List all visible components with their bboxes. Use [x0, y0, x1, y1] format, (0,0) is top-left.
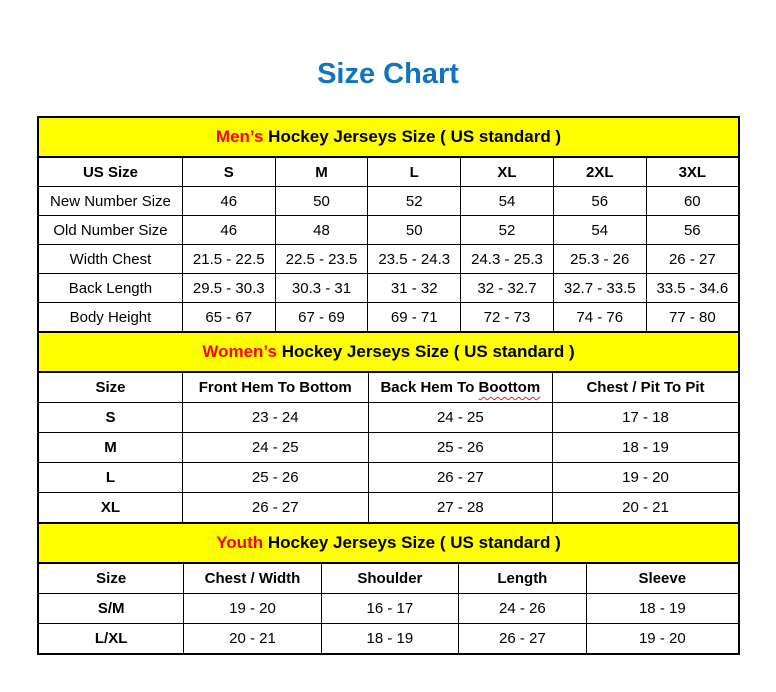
mens-table-row	[38, 216, 739, 245]
size-value-cell: 27 - 28	[368, 493, 552, 524]
mens-table-row	[38, 303, 739, 333]
mens-section-banner	[38, 117, 739, 157]
size-value-cell: 24 - 25	[368, 403, 552, 433]
mens-col-header: 2XL	[553, 157, 646, 187]
mens-row-label: Body Height	[38, 303, 182, 333]
size-value-cell: 50	[368, 216, 461, 245]
size-value-cell: 25 - 26	[182, 463, 368, 493]
womens-col-header-back-hem	[368, 372, 552, 403]
size-value-cell: 69 - 71	[368, 303, 461, 333]
size-value-cell: 26 - 27	[182, 493, 368, 524]
womens-col-header: Size	[38, 372, 182, 403]
womens-section-label: Women’s	[202, 342, 277, 361]
size-value-cell: 16 - 17	[321, 594, 458, 624]
womens-table-row	[38, 463, 739, 493]
mens-section-rest: Hockey Jerseys Size ( US standard )	[263, 127, 562, 146]
size-value-cell: 24 - 26	[459, 594, 587, 624]
size-value-cell: 18 - 19	[321, 624, 458, 655]
mens-row-label: Back Length	[38, 274, 182, 303]
size-value-cell: 65 - 67	[182, 303, 275, 333]
mens-col-header: XL	[461, 157, 554, 187]
size-value-cell: 77 - 80	[646, 303, 739, 333]
mens-section-title	[38, 117, 739, 157]
back-hem-misspelled-word: Boottom	[478, 379, 541, 396]
size-value-cell: 56	[646, 216, 739, 245]
size-value-cell: 31 - 32	[368, 274, 461, 303]
womens-row-label: XL	[38, 493, 182, 524]
womens-row-label: L	[38, 463, 182, 493]
mens-section-label: Men’s	[215, 127, 264, 146]
size-value-cell: 26 - 27	[368, 463, 552, 493]
size-value-cell: 24 - 25	[182, 433, 368, 463]
size-value-cell: 54	[461, 187, 554, 216]
womens-col-header: Front Hem To Bottom	[182, 372, 368, 403]
size-value-cell: 56	[553, 187, 646, 216]
mens-table-row	[38, 245, 739, 274]
size-value-cell: 48	[275, 216, 368, 245]
youth-col-header: Size	[38, 563, 184, 594]
size-value-cell: 67 - 69	[275, 303, 368, 333]
size-value-cell: 18 - 19	[553, 433, 740, 463]
youth-col-header: Shoulder	[321, 563, 458, 594]
size-value-cell: 23 - 24	[182, 403, 368, 433]
back-hem-prefix: Back Hem To	[380, 379, 479, 396]
size-value-cell: 21.5 - 22.5	[182, 245, 275, 274]
size-value-cell: 74 - 76	[553, 303, 646, 333]
size-value-cell: 26 - 27	[646, 245, 739, 274]
mens-table-row	[38, 187, 739, 216]
womens-table-row	[38, 403, 739, 433]
size-value-cell: 22.5 - 23.5	[275, 245, 368, 274]
youth-col-header: Chest / Width	[184, 563, 321, 594]
size-value-cell: 23.5 - 24.3	[368, 245, 461, 274]
size-value-cell: 19 - 20	[184, 594, 321, 624]
size-value-cell: 19 - 20	[553, 463, 740, 493]
youth-section-rest: Hockey Jerseys Size ( US standard )	[263, 533, 561, 552]
mens-col-header: 3XL	[646, 157, 739, 187]
youth-section-label: Youth	[216, 533, 264, 552]
youth-header-row	[38, 563, 739, 594]
mens-row-label: New Number Size	[38, 187, 182, 216]
mens-col-header: M	[275, 157, 368, 187]
youth-section-title	[38, 523, 739, 563]
womens-col-header: Chest / Pit To Pit	[553, 372, 740, 403]
womens-section-banner	[38, 332, 739, 372]
size-value-cell: 17 - 18	[553, 403, 740, 433]
size-value-cell: 54	[553, 216, 646, 245]
womens-row-label: S	[38, 403, 182, 433]
youth-table-row	[38, 624, 739, 655]
womens-row-label: M	[38, 433, 182, 463]
youth-section-banner	[38, 523, 739, 563]
size-value-cell: 46	[182, 187, 275, 216]
youth-col-header: Sleeve	[586, 563, 739, 594]
size-value-cell: 18 - 19	[586, 594, 739, 624]
size-value-cell: 29.5 - 30.3	[182, 274, 275, 303]
youth-table-row	[38, 594, 739, 624]
womens-header-row	[38, 372, 739, 403]
mens-col-header: L	[368, 157, 461, 187]
size-value-cell: 24.3 - 25.3	[461, 245, 554, 274]
size-value-cell: 26 - 27	[459, 624, 587, 655]
size-value-cell: 19 - 20	[586, 624, 739, 655]
page-title: Size Chart	[317, 58, 459, 90]
mens-header-row	[38, 157, 739, 187]
mens-col-header: US Size	[38, 157, 182, 187]
size-value-cell: 72 - 73	[461, 303, 554, 333]
size-value-cell: 25.3 - 26	[553, 245, 646, 274]
womens-section-title	[38, 332, 739, 372]
size-value-cell: 60	[646, 187, 739, 216]
mens-row-label: Old Number Size	[38, 216, 182, 245]
mens-col-header: S	[182, 157, 275, 187]
youth-row-label: S/M	[38, 594, 184, 624]
youth-row-label: L/XL	[38, 624, 184, 655]
size-value-cell: 46	[182, 216, 275, 245]
youth-size-table	[37, 522, 740, 655]
tables-container	[37, 116, 740, 655]
womens-size-table	[37, 331, 740, 524]
size-value-cell: 52	[368, 187, 461, 216]
mens-table-row	[38, 274, 739, 303]
size-value-cell: 25 - 26	[368, 433, 552, 463]
size-value-cell: 30.3 - 31	[275, 274, 368, 303]
size-value-cell: 33.5 - 34.6	[646, 274, 739, 303]
womens-section-rest: Hockey Jerseys Size ( US standard )	[276, 342, 575, 361]
mens-size-table	[37, 116, 740, 333]
size-value-cell: 50	[275, 187, 368, 216]
youth-col-header: Length	[459, 563, 587, 594]
size-value-cell: 20 - 21	[553, 493, 740, 524]
size-value-cell: 32 - 32.7	[461, 274, 554, 303]
womens-table-row	[38, 493, 739, 524]
womens-table-row	[38, 433, 739, 463]
size-value-cell: 20 - 21	[184, 624, 321, 655]
size-value-cell: 52	[461, 216, 554, 245]
mens-row-label: Width Chest	[38, 245, 182, 274]
size-value-cell: 32.7 - 33.5	[553, 274, 646, 303]
